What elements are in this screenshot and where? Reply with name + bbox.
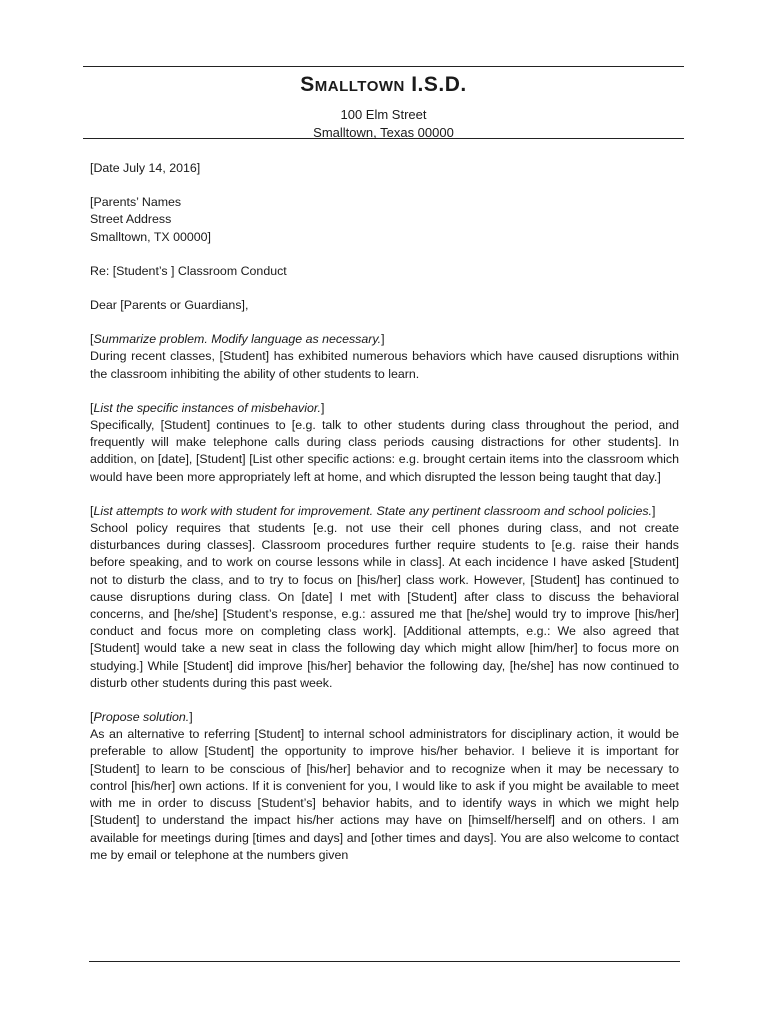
recipient-name: [Parents’ Names <box>90 195 182 210</box>
date-line: [Date July 14, 2016] <box>90 161 201 175</box>
paragraph-attempts: School policy requires that students [e.g. not use their cell phones during class, and not create disturbances during classes]. Classroom procedures further require students to [e.g. raise their hands before speaking, and to work on course lessons while in class]. At each incidence I have asked [Student] not to disturb the class, and to try to focus on [his/her] class work. However, [Student] has continued to cause disruptions during class. On [date] I met with [Student] after class to discuss the behavioral concerns, and [he/she] [Student’s response, e.g.: assured me that [he/she] would try to improve [his/her] conduct and focus more on completing class work]. [Additional attempts, e.g.: We also agreed that [Student] would take a new seat in class the following day which might allow [him/her] to focus more on studying.] While [Student] did improve [his/her] behavior the following day, [he/she] has now continued to disturb other students during this past week. <box>90 521 679 690</box>
letterhead <box>83 66 684 142</box>
instruction-summarize: [Summarize problem. Modify language as necessary.] <box>90 332 385 347</box>
footer-rule <box>89 961 680 962</box>
paragraph-problem: During recent classes, [Student] has exhibited numerous behaviors which have caused disruptions within the classroom inhibiting the ability of other students to learn. <box>90 349 679 381</box>
salutation: Dear [Parents or Guardians], <box>90 298 249 313</box>
address-line-2: Smalltown, Texas 00000 <box>313 125 454 140</box>
recipient-street: Street Address <box>90 212 172 227</box>
address-line-1: 100 Elm Street <box>340 107 427 122</box>
district-name: Smalltown I.S.D. <box>300 73 467 96</box>
re-line: Re: [Student’s ] Classroom Conduct <box>90 263 287 278</box>
paragraph-instances: Specifically, [Student] continues to [e.g. talk to other students during class throughout the period, and frequently will make telephone calls during class periods causing distractions for other students]. In addition, on [date], [Student] [List other specific actions: e.g. brought certain items into the classroom which would have been more appropriately left at home, and which disrupted the lesson being taught that day.] <box>90 418 679 484</box>
instruction-solution: [Propose solution.] <box>90 710 193 725</box>
instruction-attempts: [List attempts to work with student for improvement. State any pertinent classroom and school policies.] <box>90 503 656 518</box>
letter-body <box>90 160 679 864</box>
recipient-city: Smalltown, TX 00000] <box>90 229 211 244</box>
paragraph-solution: As an alternative to referring [Student] to internal school administrators for disciplinary action, it would be preferable to allow [Student] the opportunity to improve his/her behavior. I believe it is important for [Student] to learn to be conscious of [his/her] behavior and to recognize when it may be necessary to control [his/her] own actions. If it is convenient for you, I would like to ask if you might be available to meet with me in order to discuss [Student’s] behavior habits, and to identify ways in which we might help [Student] to understand the impact his/her actions may have on [himself/herself] and on others. I am available for meetings during [times and days] and [other times and days]. You are also welcome to contact me by email or telephone at the numbers given <box>90 727 679 862</box>
instruction-instances: [List the specific instances of misbehavior.] <box>90 400 325 415</box>
letterhead-rule <box>83 138 684 139</box>
